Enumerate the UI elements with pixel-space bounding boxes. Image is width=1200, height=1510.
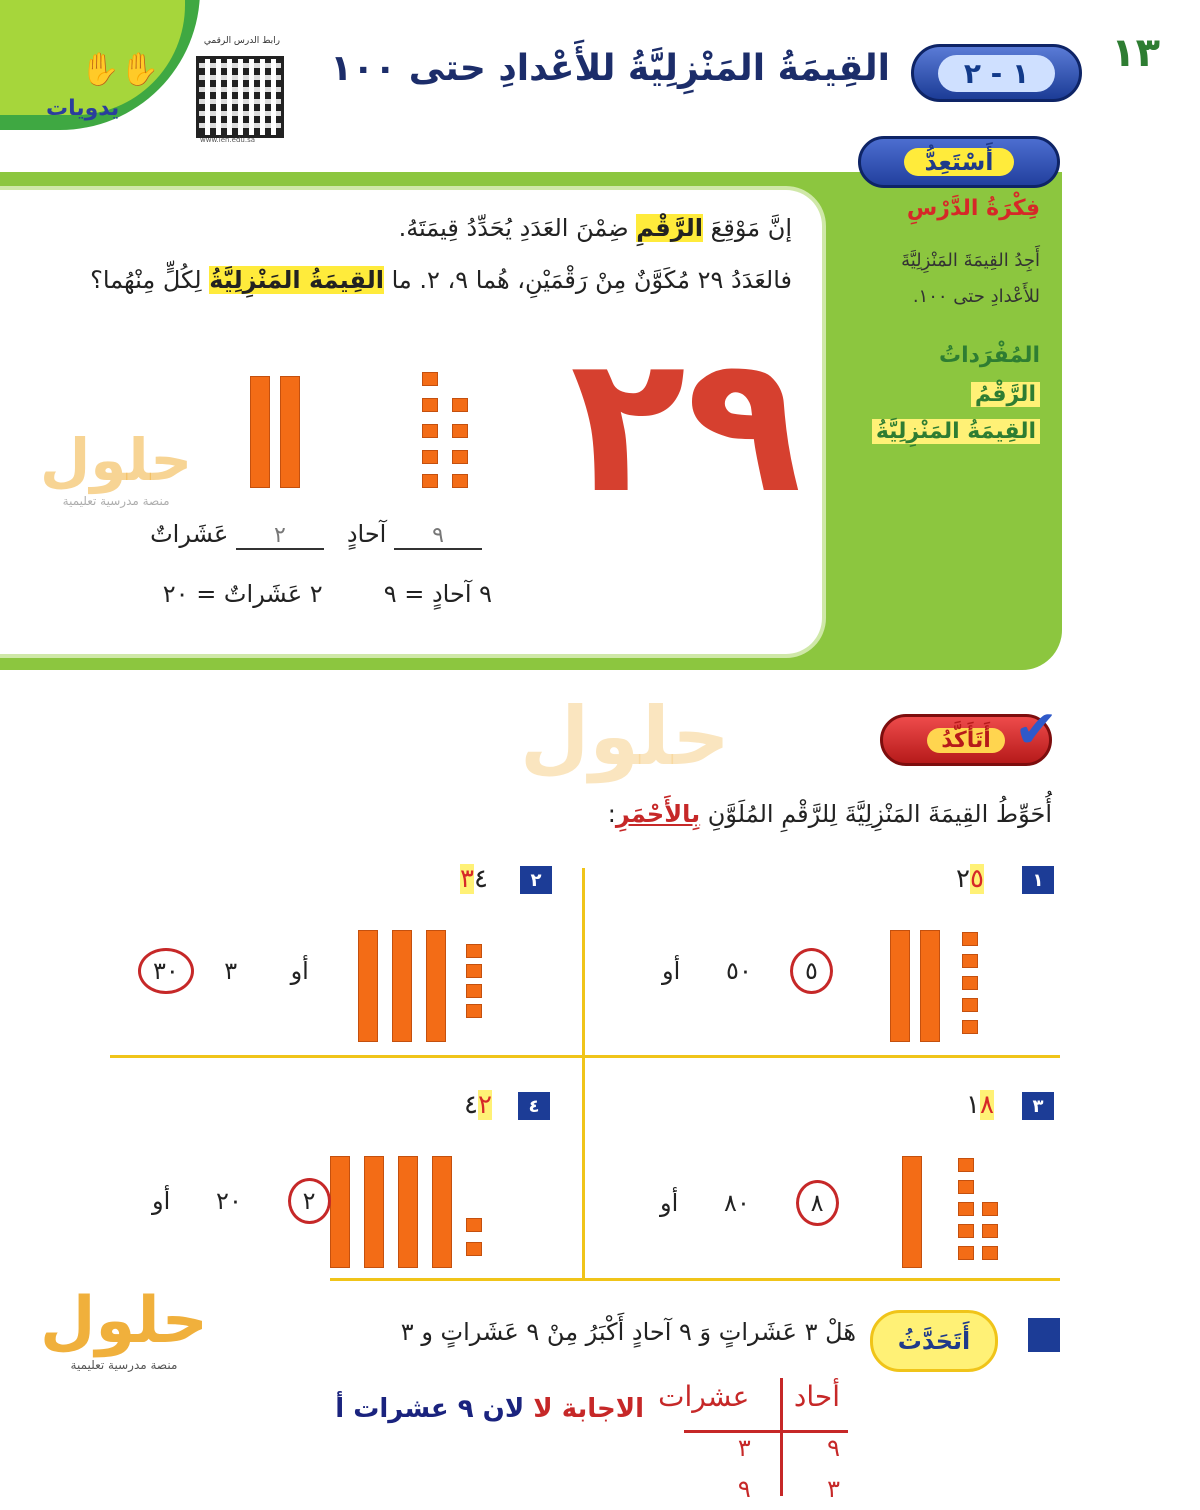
idea-text: أَجِدُ القِيمَةَ المَنْزِلِيَّةَ للأَعْدادِ حتى ١٠٠. [901,250,1040,307]
talk-bubble: أَتَحَدَّثُ [870,1310,998,1372]
tens-rod [358,930,378,1042]
vocab-heading: المُفْرَداتُ [938,343,1040,368]
tens-rod [902,1156,922,1268]
ones-cube [466,944,482,958]
or-word: أو [660,1189,679,1217]
tens-rod [392,930,412,1042]
ones-cube [982,1202,998,1216]
tens-col-header: عشرات [658,1380,750,1413]
ones-cube [422,424,438,438]
instruction-red-word: بِالأَحْمَرِ [615,800,701,828]
instruction-colon: : [607,800,616,828]
ones-cube [466,1218,482,1232]
instruction-text: أُحَوِّطُ القِيمَةَ المَنْزِلِيَّةَ لِلرَّقْمِ المُلَوَّنِ [700,800,1052,828]
problem-badge: ٤ [518,1092,550,1120]
highlighted-digit: ٨ [979,1090,994,1120]
check-label: أَتَأَكَّدُ [927,728,1005,753]
hands-icon: ✋✋ [80,50,160,88]
answer-text: الاجابة [552,1394,644,1424]
highlight-digit: الرَّقْمِ [636,214,703,242]
ones-cell: ٣ [827,1474,840,1503]
prepare-header [858,136,1060,188]
watermark-logo [520,690,730,783]
ones-cube [466,1004,482,1018]
ones-cube [422,398,438,412]
or-word: أو [662,957,681,985]
grid-divider-horizontal [110,1055,1060,1058]
answer-no: لا [533,1394,553,1424]
ones-cube [962,932,978,946]
ones-cube [958,1180,974,1194]
talk-question: هَلْ ٣ عَشَراتٍ وَ ٩ آحادٍ أَكْبَرُ مِنْ ٩ عَشَراتٍ و ٣ [400,1318,856,1346]
place-value-blanks [150,520,482,550]
table-row [738,1469,840,1510]
ones-cube [452,398,468,412]
brand-name: يدويات [46,96,120,121]
qr-code-icon[interactable] [196,56,284,138]
answer-table-header [658,1380,840,1413]
ones-blank: ٩ [394,523,482,550]
intro-line-1 [399,214,792,242]
grid-divider-vertical [582,868,585,1278]
tens-rod [432,1156,452,1268]
lesson-number: ١ - ٢ [938,55,1055,92]
choice-a-circled[interactable]: ٨ [796,1180,839,1226]
check-instruction [608,800,1052,828]
or-word: أو [290,957,309,985]
ones-cube [452,450,468,464]
choice-a[interactable]: ٣ [224,957,238,985]
tens-cell: ٣ [737,1434,751,1462]
watermark-name: حلول [40,426,193,494]
highlighted-digit: ٢ [477,1090,492,1120]
watermark-name: حلول [40,1284,208,1358]
other-digit: ٢ [956,864,970,894]
ones-cube [962,998,978,1012]
problem-badge: ١ [1022,866,1054,894]
watermark-logo [40,1284,208,1372]
prepare-label: أَسْتَعِدُّ [904,148,1013,176]
choice-b[interactable]: ٨٠ [724,1189,750,1217]
ones-cube [982,1224,998,1238]
ones-cube [958,1246,974,1260]
answer-choices [152,1178,331,1224]
ones-cube [962,1020,978,1034]
choice-b[interactable]: ٢٠ [216,1187,242,1215]
answer-choices [138,948,309,994]
tens-rod [920,930,940,1042]
problem-number [956,864,984,894]
tens-blank: ٢ [236,523,324,550]
ones-cube [452,424,468,438]
lesson-title: القِيمَةُ المَنْزِلِيَّةُ للأَعْدادِ حتى ١٠٠ [330,48,890,89]
ones-cube [422,474,438,488]
idea-heading: فِكْرَةُ الدَّرْسِ [906,196,1040,221]
watermark-logo [40,426,192,508]
qr-label: رابط الدرس الرقمي [203,36,280,46]
tens-word: عَشَراتٌ [150,520,229,548]
ones-cube [962,976,978,990]
talk-number-badge [1028,1318,1060,1352]
tens-cell: ٩ [737,1474,751,1503]
tens-rod [890,930,910,1042]
or-word: أو [152,1187,171,1215]
intro-text: لِكُلٍّ مِنْهُما؟ [90,266,210,294]
choice-a-circled[interactable]: ٢ [288,1178,331,1224]
problem-number [966,1090,994,1120]
other-digit: ٤ [473,864,488,894]
ones-cube [958,1202,974,1216]
handwritten-answer [335,1394,644,1424]
highlight-place-value: القِيمَةُ المَنْزِلِيَّةُ [209,266,384,294]
vocab-item-place-value: القِيمَةُ المَنْزِلِيَّةُ [872,419,1040,444]
tens-rod [250,376,270,488]
highlighted-digit: ٥ [969,864,984,894]
watermark-sub: منصة مدرسية تعليمية [70,1358,178,1372]
intro-text: إنَّ مَوْقِعَ [702,214,792,242]
ones-cube [422,372,438,386]
ones-cube [982,1246,998,1260]
problem-number [460,864,488,894]
vocab-item-digit: الرَّقْمُ [971,382,1040,407]
ones-cube [452,474,468,488]
ones-cube [958,1224,974,1238]
ones-cube [466,964,482,978]
intro-line-2 [90,266,792,294]
tens-equation: ٢ عَشَراتٌ = ٢٠ [162,580,323,608]
answer-choices [662,948,833,994]
answer-choices [660,1180,839,1226]
ones-word: آحادٍ [346,520,387,548]
problem-badge: ٣ [1022,1092,1054,1120]
big-number: ٢٩ [570,314,802,535]
tens-rod [330,1156,350,1268]
ones-cube [466,984,482,998]
place-value-equations [163,580,492,608]
watermark-sub: منصة مدرسية تعليمية [62,494,170,508]
table-row [738,1428,840,1469]
tens-rod [398,1156,418,1268]
other-digit: ١ [966,1090,980,1120]
choice-a-circled[interactable]: ٥ [790,948,833,994]
ones-cube [958,1158,974,1172]
ones-equation: ٩ آحادٍ = ٩ [383,580,492,608]
tens-rod [426,930,446,1042]
lesson-number-pill [911,44,1082,102]
grid-divider-horizontal [330,1278,1060,1281]
lesson-sidebar [860,196,1040,456]
choice-b-circled[interactable]: ٣٠ [138,948,194,994]
tens-rod [280,376,300,488]
highlighted-digit: ٣ [460,864,474,894]
other-digit: ٤ [464,1090,478,1120]
ones-col-header: أحاد [793,1380,840,1413]
ones-cube [962,954,978,968]
ones-cube [466,1242,482,1256]
choice-b[interactable]: ٥٠ [726,957,752,985]
ones-cell: ٩ [827,1434,840,1462]
checkmark-icon: ✔ [1014,700,1058,760]
problem-badge: ٢ [520,866,552,894]
intro-text: فالعَدَدُ ٢٩ مُكَوَّنٌ مِنْ رَقْمَيْنِ، هُما ٩، ٢. ما [383,266,792,294]
answer-table-rows [738,1428,840,1510]
page-number: ١٣ [1111,30,1160,76]
ones-cube [422,450,438,464]
answer-reason: لان ٩ عشرات أ [335,1394,534,1424]
qr-url: www.ien.edu.sa [200,136,256,144]
problem-number [464,1090,492,1120]
watermark-name: حلول [520,690,730,783]
intro-text: ضِمْنَ العَدَدِ يُحَدِّدُ قِيمَتَهُ. [398,214,637,242]
tens-rod [364,1156,384,1268]
